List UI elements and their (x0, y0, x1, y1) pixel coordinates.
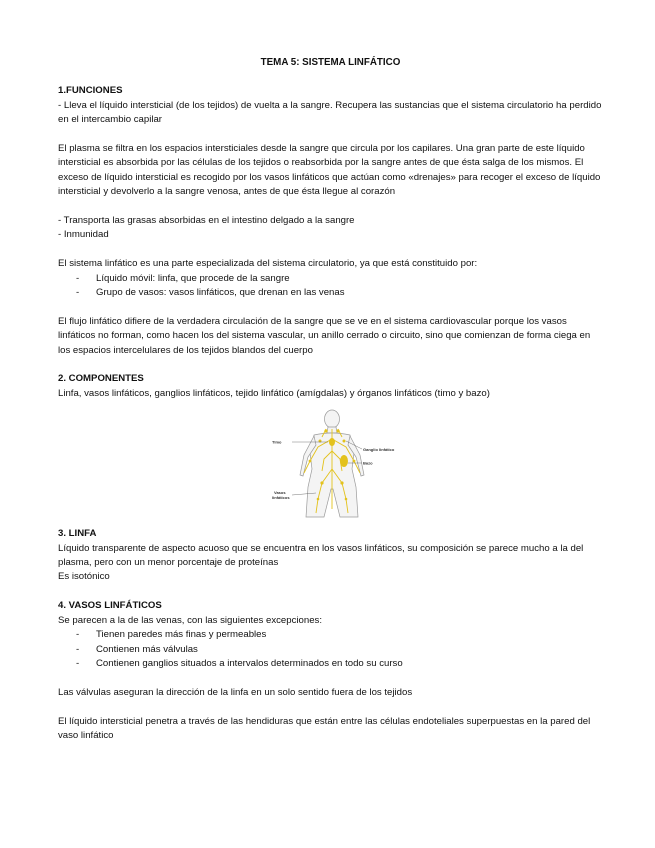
section-4-paragraph-1: Se parecen a la de las venas, con las siguientes excepciones: (58, 614, 322, 626)
lymphatic-body-illustration (266, 409, 396, 521)
section-4-heading: 4. VASOS LINFÁTICOS (58, 600, 162, 612)
section-3-paragraph-1: Líquido transparente de aspecto acuoso que se encuentra en los vasos linfáticos, su composición se parece mucho a la del plasma, pero con un menor porcentaje de proteínas (58, 542, 584, 569)
label-timo: Timo (271, 439, 281, 445)
lymphatic-system-figure (58, 409, 603, 521)
list-item: - Contienen más válvulas (58, 643, 603, 657)
section-2-paragraph-1: Linfa, vasos linfáticos, ganglios linfáticos, tejido linfático (amígdalas) y órganos linfáticos (timo y bazo) (58, 387, 490, 399)
section-1-paragraph-5: El flujo linfático difiere de la verdadera circulación de la sangre que se ve en el sistema cardiovascular porque los vasos linfáticos no forman, como hacen los del sistema vascular, un anillo cerrado o circuito, sino que comienzan de forma ciega en los espacios intercelulares de los tejidos blandos del cuerpo (58, 315, 591, 356)
list-item: - Contienen ganglios situados a intervalos determinados en todo su curso (58, 657, 603, 671)
section-1-list (58, 272, 603, 301)
section-4-paragraph-3: El líquido intersticial penetra a través de las hendiduras que están entre las células endoteliales superpuestas en la pared del vaso linfático (58, 715, 591, 741)
list-item: - Tienen paredes más finas y permeables (58, 628, 603, 642)
list-item: - Grupo de vasos: vasos linfáticos, que drenan en las venas (58, 286, 603, 300)
section-3-heading: 3. LINFA (58, 528, 97, 540)
section-1-item-inmunidad: - Inmunidad (58, 229, 109, 241)
section-1-paragraph-4: El sistema linfático es una parte especializada del sistema circulatorio, ya que está constituido por: (58, 258, 478, 270)
label-vasos-line-1: Vasos (273, 490, 286, 496)
document-page (58, 56, 603, 743)
section-4-list (58, 628, 603, 671)
section-1-paragraph-2: El plasma se filtra en los espacios intersticiales desde la sangre que circula por los capilares. Una gran parte de este líquido intersticial es absorbida por las células de los tejidos o reabsorbida por la sangre antes de que ésta salga de los mismos. El exceso de líquido intersticial es recogido por los vasos linfáticos que actúan como «drenajes» para recoger el exceso de líquido intersticial y devolverlo a la sangre venosa, antes de que ésta llegue al corazón (58, 143, 601, 198)
section-1-paragraph-1: - Lleva el líquido intersticial (de los tejidos) de vuelta a la sangre. Recupera las sustancias que el sistema circulatorio ha perdido en el intercambio capilar (58, 99, 602, 126)
label-ganglio: Ganglio linfático (362, 447, 394, 453)
section-2-heading: 2. COMPONENTES (58, 373, 144, 385)
label-bazo: Bazo (362, 460, 373, 466)
label-vasos-line-2: linfáticos (271, 495, 290, 501)
section-1-heading: 1.FUNCIONES (58, 85, 123, 97)
list-item: - Líquido móvil: linfa, que procede de la sangre (58, 272, 603, 286)
section-4-paragraph-2: Las válvulas aseguran la dirección de la linfa en un solo sentido fuera de los tejidos (58, 686, 413, 698)
page-title: TEMA 5: SISTEMA LINFÁTICO (260, 57, 401, 68)
section-1-item-grasas: - Transporta las grasas absorbidas en el intestino delgado a la sangre (58, 215, 355, 227)
section-3-paragraph-2: Es isotónico (58, 571, 110, 583)
